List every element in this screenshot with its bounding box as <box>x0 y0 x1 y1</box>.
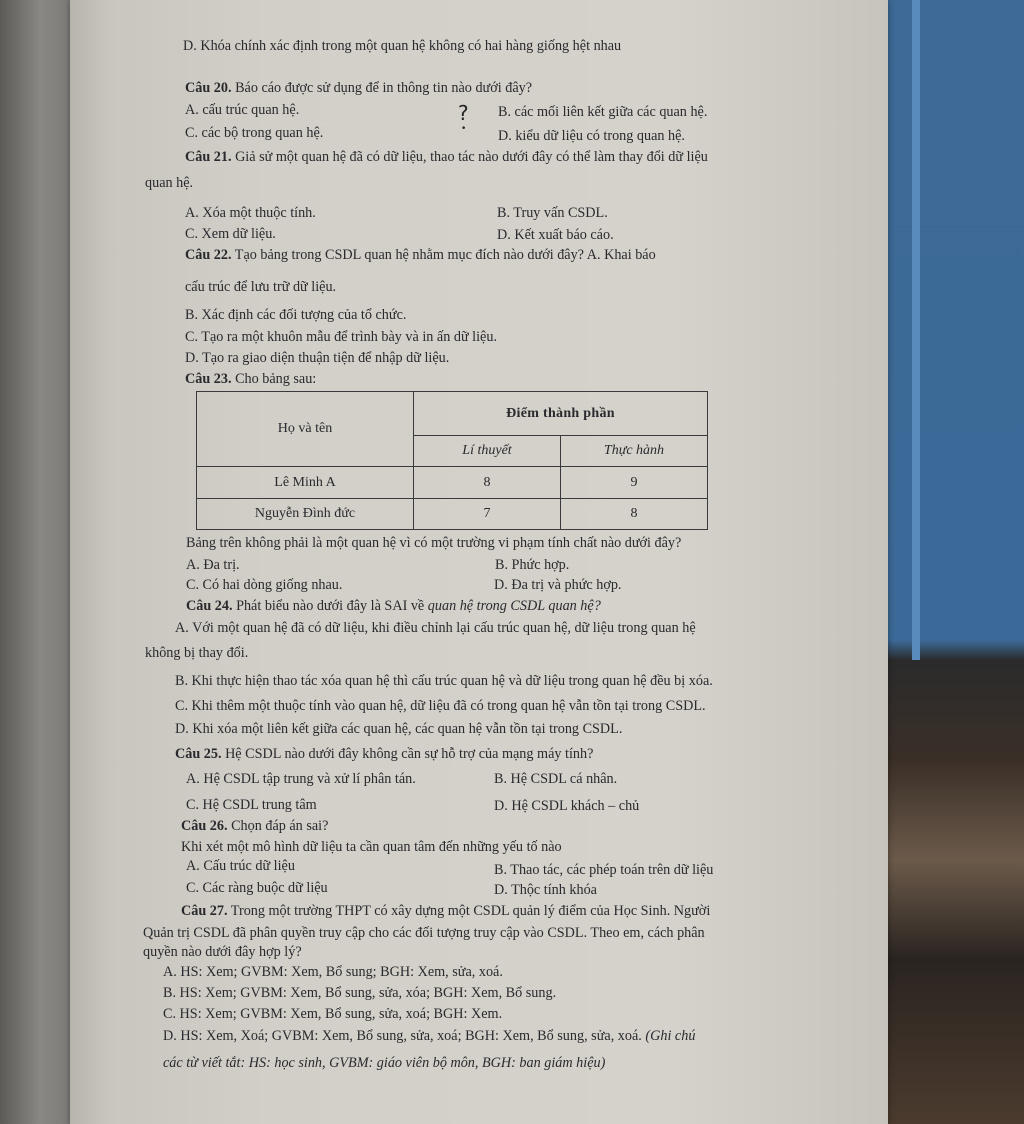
background-edge <box>912 0 920 660</box>
q27-text: Trong một trường THPT có xây dựng một CSDL quản lý điểm của Học Sinh. Người <box>227 903 711 919</box>
q24-question <box>186 598 601 615</box>
table-header-group: Điểm thành phần <box>414 392 708 436</box>
table-header-name: Họ và tên <box>197 392 414 467</box>
q23-option-c: C. Có hai dòng giống nhau. <box>186 577 343 593</box>
q24-number: Câu 24. <box>186 598 233 614</box>
q21-question <box>185 149 708 166</box>
q23-option-d: D. Đa trị và phức hợp. <box>494 577 622 593</box>
q27-question-cont2: quyền nào dưới đây hợp lý? <box>143 944 302 960</box>
q25-option-b: B. Hệ CSDL cá nhân. <box>494 771 618 787</box>
q22-option-d: D. Tạo ra giao diện thuận tiện để nhập dữ liệu. <box>185 350 450 366</box>
q27-option-b: B. HS: Xem; GVBM: Xem, Bổ sung, sửa, xóa; BGH: Xem, Bổ sung. <box>163 985 557 1001</box>
table-header-theory: Lí thuyết <box>414 436 561 467</box>
q21-option-d: D. Kết xuất báo cáo. <box>497 227 614 243</box>
q20-option-b: B. các mối liên kết giữa các quan hệ. <box>498 104 708 120</box>
q22-text: Tạo bảng trong CSDL quan hệ nhằm mục đích nào dưới đây? A. Khai báo <box>231 247 656 263</box>
q26-option-d: D. Thộc tính khóa <box>494 882 597 898</box>
q21-question-cont: quan hệ. <box>145 175 194 191</box>
background-blue-surface <box>880 0 1024 1124</box>
q27-option-d-text: D. HS: Xem, Xoá; GVBM: Xem, Bổ sung, sửa, xoá; BGH: Xem, Bổ sung, sửa, xoá. <box>163 1028 642 1044</box>
q27-number: Câu 27. <box>181 903 228 919</box>
q27-question-cont: Quản trị CSDL đã phân quyền truy cập cho các đối tượng truy cập vào CSDL. Theo em, cách phân <box>143 925 705 941</box>
table-cell-name: Lê Minh A <box>197 467 414 499</box>
note-label: (Ghi chú <box>645 1028 696 1044</box>
q25-text: Hệ CSDL nào dưới đây không cần sự hỗ trợ của mạng máy tính? <box>221 746 594 762</box>
table-cell-name: Nguyễn Đình đức <box>197 499 414 530</box>
q23-table <box>196 391 708 530</box>
q22-option-b: B. Xác định các đối tượng của tổ chức. <box>185 307 407 323</box>
q26-stem: Khi xét một mô hình dữ liệu ta cần quan tâm đến những yếu tố nào <box>181 839 562 855</box>
q21-option-c: C. Xem dữ liệu. <box>185 226 276 242</box>
q26-option-c: C. Các ràng buộc dữ liệu <box>186 880 328 896</box>
q27-option-c: C. HS: Xem; GVBM: Xem, Bổ sung, sửa, xoá; BGH: Xem. <box>163 1006 503 1022</box>
table-cell-practice: 8 <box>561 499 708 530</box>
q25-question <box>175 746 593 763</box>
q27-option-a: A. HS: Xem; GVBM: Xem, Bổ sung; BGH: Xem, sửa, xoá. <box>163 964 503 980</box>
q24-option-d: D. Khi xóa một liên kết giữa các quan hệ, các quan hệ vẫn tồn tại trong CSDL. <box>175 721 623 737</box>
q24-option-b: B. Khi thực hiện thao tác xóa quan hệ thì cấu trúc quan hệ và dữ liệu trong quan hệ đều bị xóa. <box>175 673 713 689</box>
q26-text: Chọn đáp án sai? <box>227 818 329 834</box>
table-row <box>197 467 708 499</box>
q26-option-a: A. Cấu trúc dữ liệu <box>186 858 295 874</box>
q22-number: Câu 22. <box>185 247 232 263</box>
q27-option-d <box>163 1028 695 1045</box>
q24-option-a: A. Với một quan hệ đã có dữ liệu, khi điều chỉnh lại cấu trúc quan hệ, dữ liệu trong quan hệ <box>175 620 696 636</box>
q27-question <box>181 903 710 920</box>
q20-option-d: D. kiểu dữ liệu có trong quan hệ. <box>498 128 685 144</box>
q21-option-b: B. Truy vấn CSDL. <box>497 205 608 221</box>
q22-question <box>185 247 656 264</box>
q20-option-a: A. cấu trúc quan hệ. <box>185 102 300 118</box>
q23-text: Cho bảng sau: <box>231 371 317 387</box>
q25-number: Câu 25. <box>175 746 222 762</box>
handwritten-dot: • <box>461 124 467 134</box>
abbreviation-note: các từ viết tắt: HS: học sinh, GVBM: giáo viên bộ môn, BGH: ban giám hiệu) <box>163 1055 606 1071</box>
table-cell-theory: 7 <box>414 499 561 530</box>
handwritten-question-mark: ? <box>458 101 469 125</box>
q23-number: Câu 23. <box>185 371 232 387</box>
q24-italic: quan hệ trong CSDL quan hệ? <box>427 598 601 614</box>
q21-option-a: A. Xóa một thuộc tính. <box>185 205 316 221</box>
q24-option-c: C. Khi thêm một thuộc tính vào quan hệ, dữ liệu đã có trong quan hệ vẫn tồn tại trong CSDL. <box>175 698 706 714</box>
q23-question <box>185 371 316 388</box>
q23-option-a: A. Đa trị. <box>186 557 240 573</box>
table-cell-theory: 8 <box>414 467 561 499</box>
q21-number: Câu 21. <box>185 149 232 165</box>
table-row <box>197 499 708 530</box>
q20-option-c: C. các bộ trong quan hệ. <box>185 125 324 141</box>
q22-question-cont: cấu trúc để lưu trữ dữ liệu. <box>185 279 337 295</box>
q22-option-c: C. Tạo ra một khuôn mẫu để trình bày và in ấn dữ liệu. <box>185 329 498 345</box>
q20-question <box>185 80 532 97</box>
q26-option-b: B. Thao tác, các phép toán trên dữ liệu <box>494 862 714 878</box>
table-cell-practice: 9 <box>561 467 708 499</box>
q23-option-b: B. Phức hợp. <box>495 557 570 573</box>
q20-text: Báo cáo được sử dụng để in thông tin nào dưới đây? <box>231 80 533 96</box>
q24-option-a-cont: không bị thay đổi. <box>145 645 249 661</box>
q25-option-d: D. Hệ CSDL khách – chủ <box>494 798 640 814</box>
q24-text: Phát biểu nào dưới đây là SAI về <box>232 598 428 614</box>
q26-question <box>181 818 328 835</box>
q25-option-a: A. Hệ CSDL tập trung và xử lí phân tán. <box>186 771 416 787</box>
q23-stem: Bảng trên không phải là một quan hệ vì có một trường vi phạm tính chất nào dưới đây? <box>186 535 682 551</box>
table-header-practice: Thực hành <box>561 436 708 467</box>
q21-text: Giả sử một quan hệ đã có dữ liệu, thao tác nào dưới đây có thể làm thay đổi dữ liệu <box>231 149 708 165</box>
q26-number: Câu 26. <box>181 818 228 834</box>
q25-option-c: C. Hệ CSDL trung tâm <box>186 797 317 813</box>
q19-option-d: D. Khóa chính xác định trong một quan hệ không có hai hàng giống hệt nhau <box>183 38 622 54</box>
q20-number: Câu 20. <box>185 80 232 96</box>
